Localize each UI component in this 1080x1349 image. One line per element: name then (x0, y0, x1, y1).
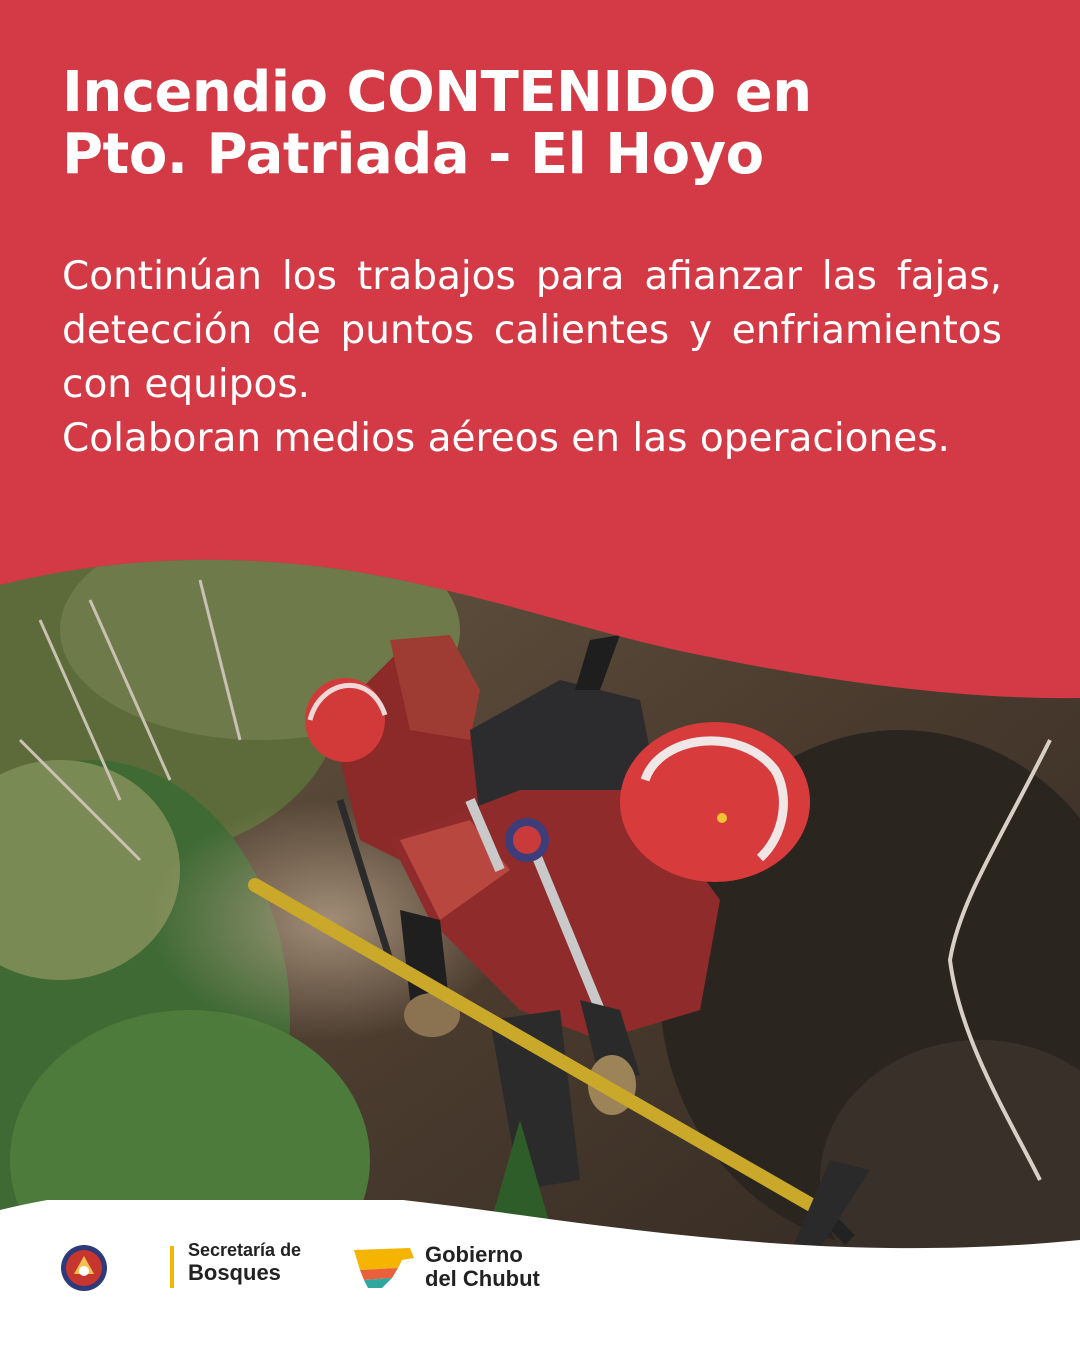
gobierno-chubut-logo (425, 1243, 540, 1291)
secretaria-line-1: Secretaría de (188, 1240, 302, 1260)
headline-line-1: Incendio CONTENIDO en (62, 60, 812, 125)
gobierno-line-1: Gobierno (425, 1242, 523, 1267)
body-paragraph-1: Continúan los trabajos para afianzar las fajas, detección de puntos calientes y enfriamientos con equipos. (62, 254, 1002, 407)
headline (62, 62, 1022, 186)
logo-divider (170, 1246, 174, 1288)
secretaria-bosques-logo (188, 1240, 301, 1286)
brigade-badge-icon (60, 1244, 108, 1292)
secretaria-line-2: Bosques (188, 1260, 281, 1285)
headline-line-2: Pto. Patriada - El Hoyo (62, 122, 764, 187)
gobierno-line-2: del Chubut (425, 1266, 540, 1291)
body-text (62, 250, 1002, 466)
chubut-map-icon (352, 1244, 416, 1290)
body-paragraph-2: Colaboran medios aéreos en las operaciones. (62, 416, 950, 461)
footer-wave (0, 1200, 1080, 1349)
